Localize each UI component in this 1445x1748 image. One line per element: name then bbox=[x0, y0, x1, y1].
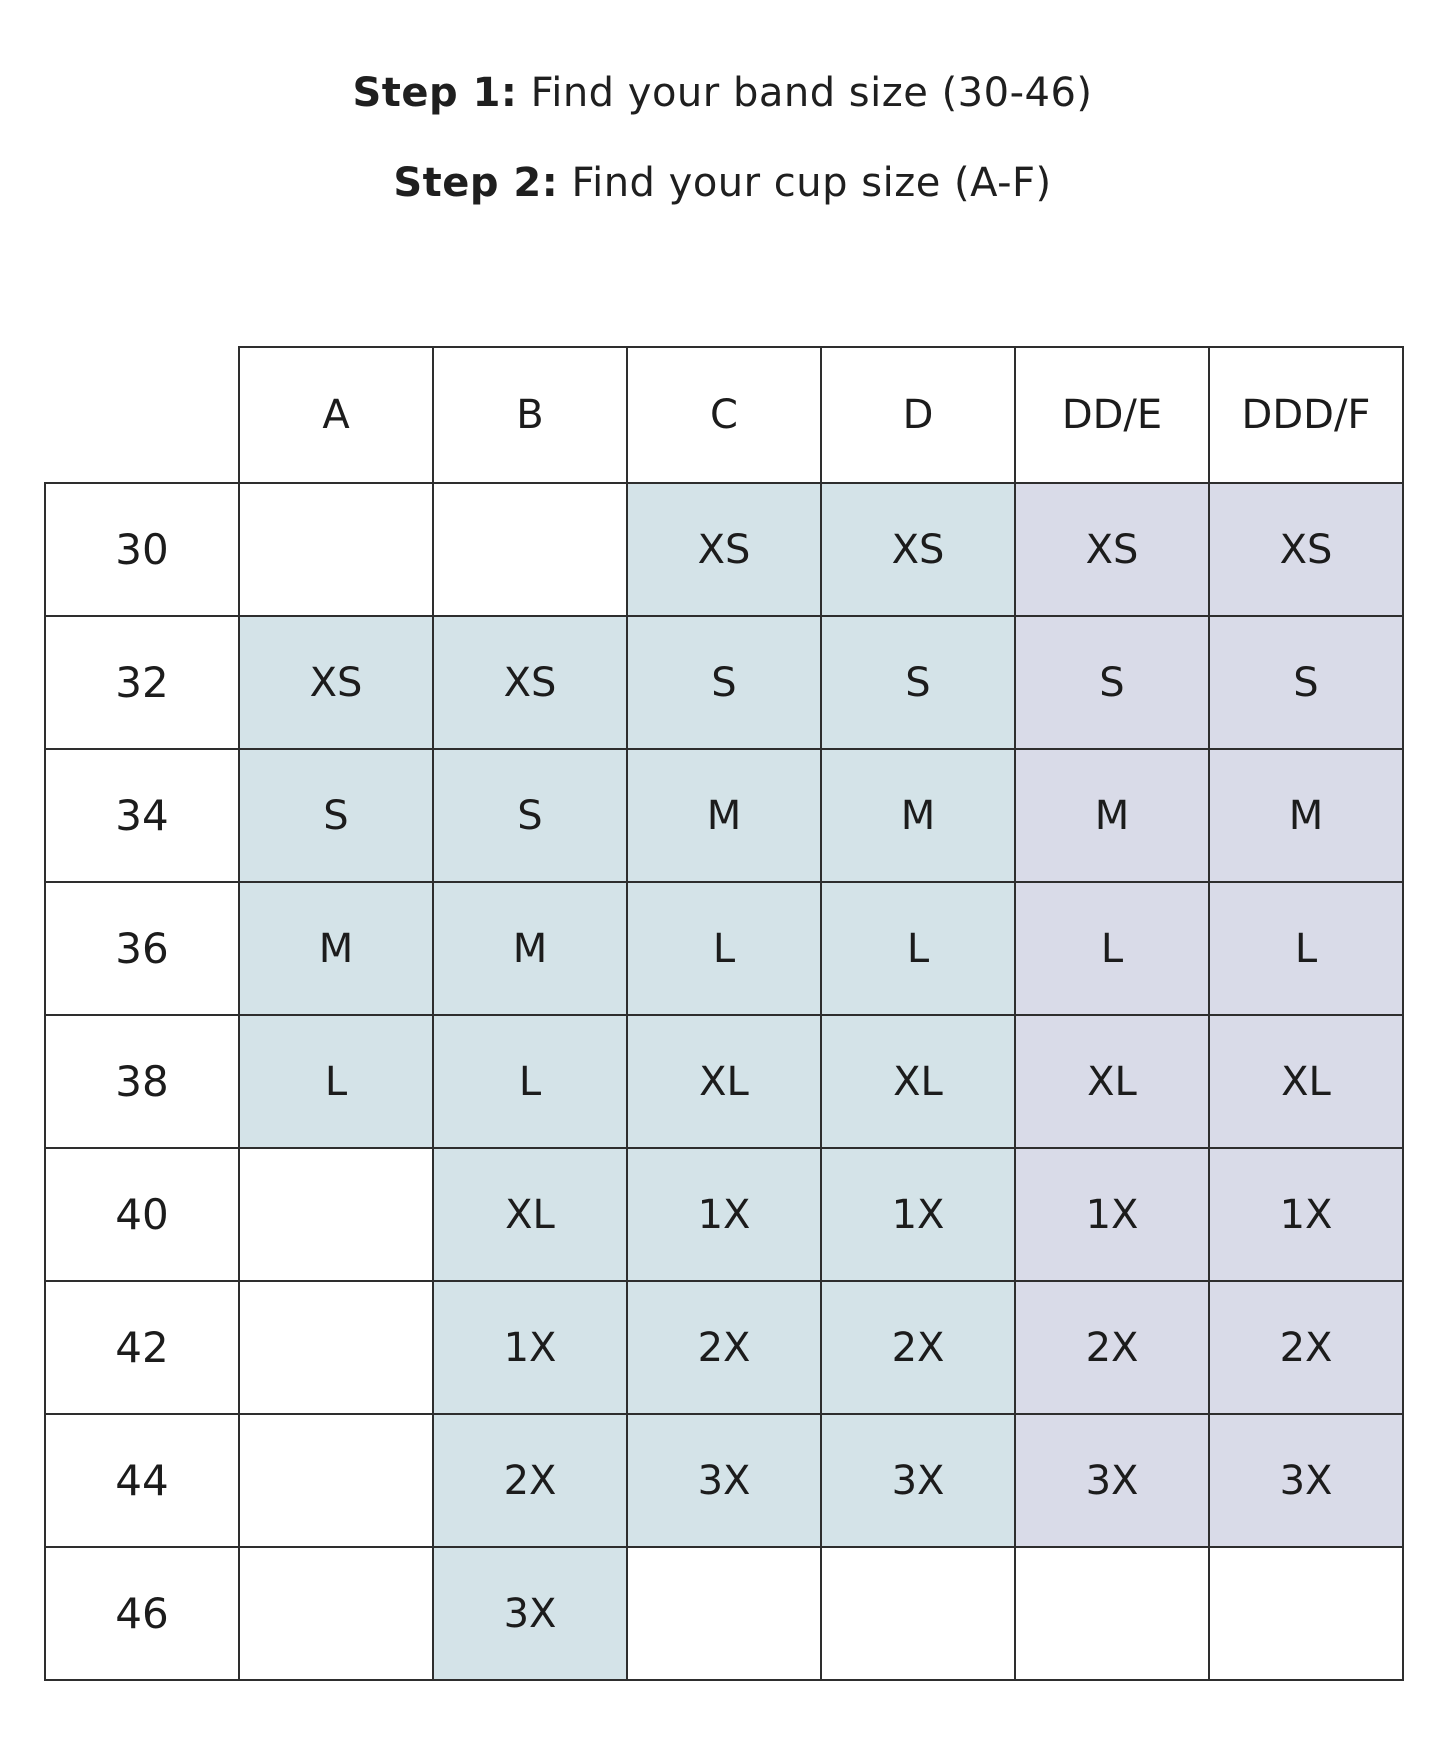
band-size-cell: 44 bbox=[44, 1413, 240, 1548]
size-cell: 2X bbox=[432, 1413, 628, 1548]
size-cell: 2X bbox=[1014, 1280, 1210, 1415]
cup-header-b: B bbox=[432, 346, 628, 484]
size-cell: L bbox=[1208, 881, 1404, 1016]
empty-size-cell bbox=[238, 1147, 434, 1282]
band-size-cell: 32 bbox=[44, 615, 240, 750]
size-cell: 3X bbox=[1208, 1413, 1404, 1548]
size-cell: 1X bbox=[626, 1147, 822, 1282]
cup-header-c: C bbox=[626, 346, 822, 484]
band-size-cell: 38 bbox=[44, 1014, 240, 1149]
size-cell: 2X bbox=[820, 1280, 1016, 1415]
band-size-cell: 42 bbox=[44, 1280, 240, 1415]
band-size-cell: 34 bbox=[44, 748, 240, 883]
empty-size-cell bbox=[238, 482, 434, 617]
size-cell: M bbox=[1014, 748, 1210, 883]
empty-size-cell bbox=[626, 1546, 822, 1681]
size-cell: L bbox=[238, 1014, 434, 1149]
size-cell: M bbox=[1208, 748, 1404, 883]
size-cell: XL bbox=[432, 1147, 628, 1282]
size-cell: XL bbox=[626, 1014, 822, 1149]
step-1-label: Step 1: bbox=[352, 70, 518, 116]
size-cell: M bbox=[820, 748, 1016, 883]
size-cell: L bbox=[432, 1014, 628, 1149]
size-cell: 1X bbox=[820, 1147, 1016, 1282]
empty-size-cell bbox=[432, 482, 628, 617]
size-cell: S bbox=[820, 615, 1016, 750]
step-2-label: Step 2: bbox=[393, 160, 559, 206]
band-size-cell: 46 bbox=[44, 1546, 240, 1681]
size-cell: XL bbox=[820, 1014, 1016, 1149]
size-cell: XS bbox=[626, 482, 822, 617]
size-cell: 1X bbox=[1014, 1147, 1210, 1282]
size-cell: XS bbox=[820, 482, 1016, 617]
size-cell: XS bbox=[1014, 482, 1210, 617]
size-cell: XL bbox=[1014, 1014, 1210, 1149]
size-cell: 1X bbox=[1208, 1147, 1404, 1282]
size-cell: L bbox=[626, 881, 822, 1016]
size-cell: S bbox=[238, 748, 434, 883]
size-cell: L bbox=[1014, 881, 1210, 1016]
size-cell: S bbox=[1208, 615, 1404, 750]
empty-size-cell bbox=[820, 1546, 1016, 1681]
size-cell: 2X bbox=[1208, 1280, 1404, 1415]
empty-size-cell bbox=[238, 1280, 434, 1415]
cup-header-a: A bbox=[238, 346, 434, 484]
size-cell: XS bbox=[238, 615, 434, 750]
size-cell: M bbox=[626, 748, 822, 883]
size-cell: L bbox=[820, 881, 1016, 1016]
cup-header-dde: DD/E bbox=[1014, 346, 1210, 484]
cup-header-d: D bbox=[820, 346, 1016, 484]
empty-size-cell bbox=[238, 1546, 434, 1681]
cup-header-dddf: DDD/F bbox=[1208, 346, 1404, 484]
band-size-cell: 40 bbox=[44, 1147, 240, 1282]
empty-size-cell bbox=[1014, 1546, 1210, 1681]
step-2-text: Find your cup size (A-F) bbox=[558, 160, 1052, 206]
size-cell: S bbox=[432, 748, 628, 883]
size-cell: M bbox=[238, 881, 434, 1016]
empty-size-cell bbox=[238, 1413, 434, 1548]
size-cell: 3X bbox=[626, 1413, 822, 1548]
size-cell: 3X bbox=[820, 1413, 1016, 1548]
size-cell: 2X bbox=[626, 1280, 822, 1415]
instructions bbox=[0, 48, 1445, 228]
size-cell: XS bbox=[432, 615, 628, 750]
size-cell: M bbox=[432, 881, 628, 1016]
size-cell: S bbox=[1014, 615, 1210, 750]
step-1-instruction bbox=[0, 48, 1445, 138]
bra-size-chart bbox=[44, 346, 1402, 1678]
band-size-cell: 30 bbox=[44, 482, 240, 617]
size-cell: 3X bbox=[432, 1546, 628, 1681]
size-cell: 1X bbox=[432, 1280, 628, 1415]
size-cell: 3X bbox=[1014, 1413, 1210, 1548]
empty-size-cell bbox=[1208, 1546, 1404, 1681]
band-size-cell: 36 bbox=[44, 881, 240, 1016]
size-cell: S bbox=[626, 615, 822, 750]
step-1-text: Find your band size (30-46) bbox=[517, 70, 1093, 116]
step-2-instruction bbox=[0, 138, 1445, 228]
size-cell: XS bbox=[1208, 482, 1404, 617]
size-cell: XL bbox=[1208, 1014, 1404, 1149]
